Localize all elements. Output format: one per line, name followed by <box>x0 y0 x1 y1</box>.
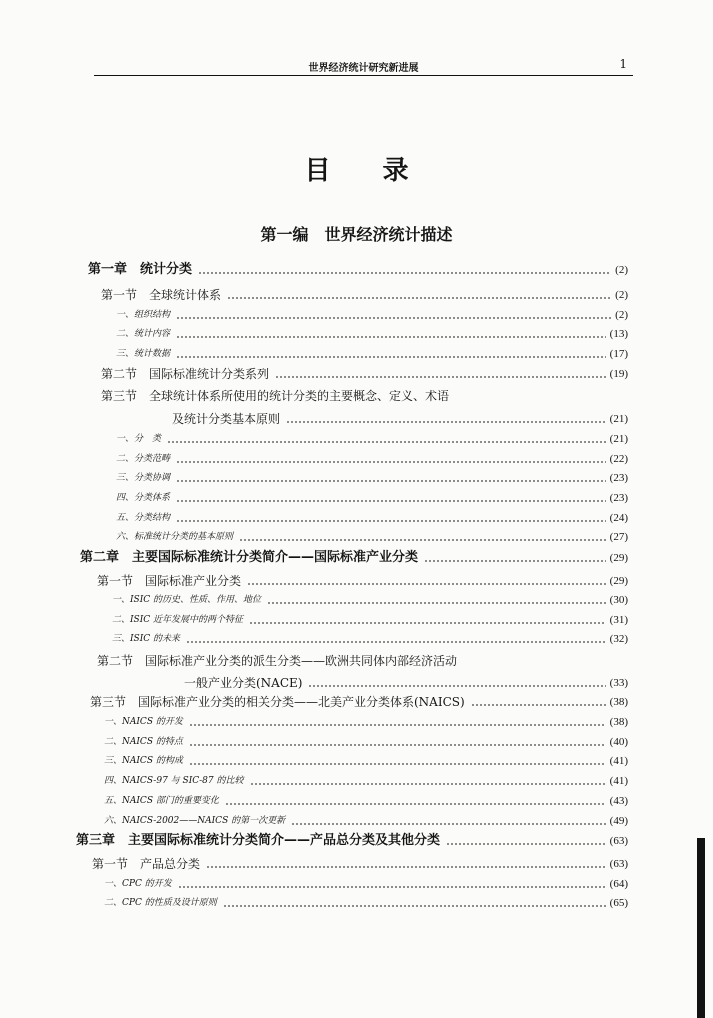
toc-entry <box>0 611 713 629</box>
leader-dots <box>249 622 606 624</box>
leader-dots <box>176 356 606 358</box>
toc-entry-page: (38) <box>609 716 628 728</box>
leader-dots <box>189 763 606 765</box>
toc-entry-label: 及统计分类基本原则 <box>172 412 281 426</box>
toc-entry <box>0 387 713 405</box>
toc-entry <box>0 365 713 383</box>
toc-entry <box>0 572 713 590</box>
toc-entry-label: 一、ISIC 的历史、性质、作用、地位 <box>112 595 262 605</box>
toc-entry-label: 二、ISIC 近年发展中的两个特征 <box>112 615 244 625</box>
toc-entry <box>0 713 713 731</box>
toc-entry-page: (32) <box>609 633 628 645</box>
toc-entry-label: 二、统计内容 <box>116 329 171 339</box>
toc-entry <box>0 733 713 751</box>
toc-entry-page: (22) <box>609 453 628 465</box>
toc-entry <box>0 430 713 448</box>
leader-dots <box>198 272 611 274</box>
toc-entry <box>0 261 713 279</box>
leader-dots <box>250 783 606 785</box>
leader-dots <box>225 803 606 805</box>
leader-dots <box>446 843 606 845</box>
toc-entry-label: 三、NAICS 的构成 <box>104 756 183 766</box>
toc-entry-label: 六、标准统计分类的基本原则 <box>116 532 234 542</box>
toc-entry-page: (29) <box>609 552 628 564</box>
leader-dots <box>308 685 605 687</box>
toc-entry-page: (2) <box>615 309 628 321</box>
toc-entry-page: (13) <box>609 328 628 340</box>
toc-entry <box>0 674 713 692</box>
toc-entry-label: 第一节 产品总分类 <box>92 857 201 871</box>
toc-entry-page: (41) <box>609 775 628 787</box>
toc-entry-label: 第一章 统计分类 <box>88 262 193 277</box>
toc-entry-page: (43) <box>609 795 628 807</box>
toc-entry-label: 第三章 主要国际标准统计分类简介——产品总分类及其他分类 <box>76 833 441 848</box>
leader-dots <box>247 583 606 585</box>
toc-entry <box>0 630 713 648</box>
toc-entry-page: (41) <box>609 755 628 767</box>
toc-entry-label: 四、分类体系 <box>116 493 171 503</box>
toc-entry <box>0 693 713 711</box>
toc-entry <box>0 286 713 304</box>
toc-entry-page: (49) <box>609 815 628 827</box>
toc-entry-label: 第一节 全球统计体系 <box>101 288 222 302</box>
toc-entry-page: (27) <box>609 531 628 543</box>
leader-dots <box>176 520 606 522</box>
toc-entry-page: (65) <box>609 897 628 909</box>
toc-entry-label: 三、ISIC 的未来 <box>112 634 181 644</box>
toc-entry-label: 三、分类协调 <box>116 473 171 483</box>
toc-entry-label: 第一节 国际标准产业分类 <box>97 574 242 588</box>
toc-entry <box>0 528 713 546</box>
toc-entry <box>0 772 713 790</box>
toc-entry-label: 一、组织结构 <box>116 310 171 320</box>
toc-entry-page: (63) <box>609 858 628 870</box>
toc-entry-page: (21) <box>609 433 628 445</box>
toc-entry-page: (29) <box>609 575 628 587</box>
toc-entry-label: 二、NAICS 的特点 <box>104 737 183 747</box>
toc-entry-page: (33) <box>609 677 628 689</box>
toc-entry <box>0 652 713 670</box>
toc-entry-page: (24) <box>609 512 628 524</box>
toc-entry-label: 一、分 类 <box>116 434 162 444</box>
leader-dots <box>178 886 606 888</box>
leader-dots <box>176 480 606 482</box>
leader-dots <box>189 724 606 726</box>
toc-entry-page: (17) <box>609 348 628 360</box>
leader-dots <box>176 317 611 319</box>
leader-dots <box>267 602 606 604</box>
toc-entry-label: 一般产业分类(NACE) <box>184 676 303 690</box>
toc-entry <box>0 894 713 912</box>
toc-entry <box>0 410 713 428</box>
toc-entry-page: (31) <box>609 614 628 626</box>
leader-dots <box>223 905 606 907</box>
toc-entry <box>0 812 713 830</box>
toc-entry-label: 一、CPC 的开发 <box>104 879 172 889</box>
toc-entry <box>0 855 713 873</box>
toc-entry-page: (23) <box>609 492 628 504</box>
toc-entry <box>0 450 713 468</box>
toc-entry <box>0 345 713 363</box>
toc-entry <box>0 306 713 324</box>
toc-entry-label: 二、CPC 的性质及设计原则 <box>104 898 217 908</box>
leader-dots <box>176 500 606 502</box>
toc-entry-label: 第二节 国际标准产业分类的派生分类——欧洲共同体内部经济活动 <box>97 654 458 668</box>
toc-entry-page: (40) <box>609 736 628 748</box>
toc-entry-page: (38) <box>609 696 628 708</box>
toc-entry <box>0 549 713 567</box>
page-number: 1 <box>619 57 627 71</box>
leader-dots <box>176 336 606 338</box>
leader-dots <box>275 376 606 378</box>
toc-entry <box>0 469 713 487</box>
leader-dots <box>206 866 606 868</box>
leader-dots <box>176 461 606 463</box>
leader-dots <box>286 421 606 423</box>
toc-entry <box>0 792 713 810</box>
toc-title: 目 录 <box>304 156 409 186</box>
toc-entry-page: (19) <box>609 368 628 380</box>
leader-dots <box>167 441 606 443</box>
leader-dots <box>189 744 606 746</box>
leader-dots <box>424 560 606 562</box>
scan-edge-shadow <box>697 838 705 1018</box>
toc-entry-label: 二、分类范畴 <box>116 454 171 464</box>
toc-entry <box>0 325 713 343</box>
toc-entry-label: 三、统计数据 <box>116 349 171 359</box>
toc-entry-page: (64) <box>609 878 628 890</box>
toc-entry-label: 第二节 国际标准统计分类系列 <box>101 367 270 381</box>
toc-entry <box>0 591 713 609</box>
toc-entry-page: (2) <box>615 289 628 301</box>
leader-dots <box>291 823 606 825</box>
toc-entry <box>0 752 713 770</box>
part-title: 第一编 世界经济统计描述 <box>260 225 453 244</box>
leader-dots <box>227 297 611 299</box>
toc-entry-page: (23) <box>609 472 628 484</box>
toc-entry-label: 第三节 全球统计体系所使用的统计分类的主要概念、定义、术语 <box>101 389 450 403</box>
toc-entry-label: 五、NAICS 部门的重要变化 <box>104 796 219 806</box>
toc-entry-label: 四、NAICS-97 与 SIC-87 的比较 <box>104 776 244 786</box>
toc-entry-page: (30) <box>609 594 628 606</box>
toc-entry <box>0 875 713 893</box>
toc-entry-label: 第二章 主要国际标准统计分类简介——国际标准产业分类 <box>80 550 419 565</box>
toc-entry-label: 第三节 国际标准产业分类的相关分类——北美产业分类体系(NAICS) <box>90 695 465 709</box>
toc-entry-label: 五、分类结构 <box>116 513 171 523</box>
toc-entry-page: (63) <box>609 835 628 847</box>
toc-entry <box>0 509 713 527</box>
toc-entry-label: 六、NAICS-2002——NAICS 的第一次更新 <box>104 816 286 826</box>
leader-dots <box>471 704 606 706</box>
leader-dots <box>239 539 606 541</box>
leader-dots <box>186 641 606 643</box>
toc-entry-page: (2) <box>615 264 628 276</box>
toc-entry <box>0 832 713 850</box>
toc-entry <box>0 489 713 507</box>
toc-entry-label: 一、NAICS 的开发 <box>104 717 183 727</box>
running-title: 世界经济统计研究新进展 <box>308 63 419 74</box>
toc-entry-page: (21) <box>609 413 628 425</box>
